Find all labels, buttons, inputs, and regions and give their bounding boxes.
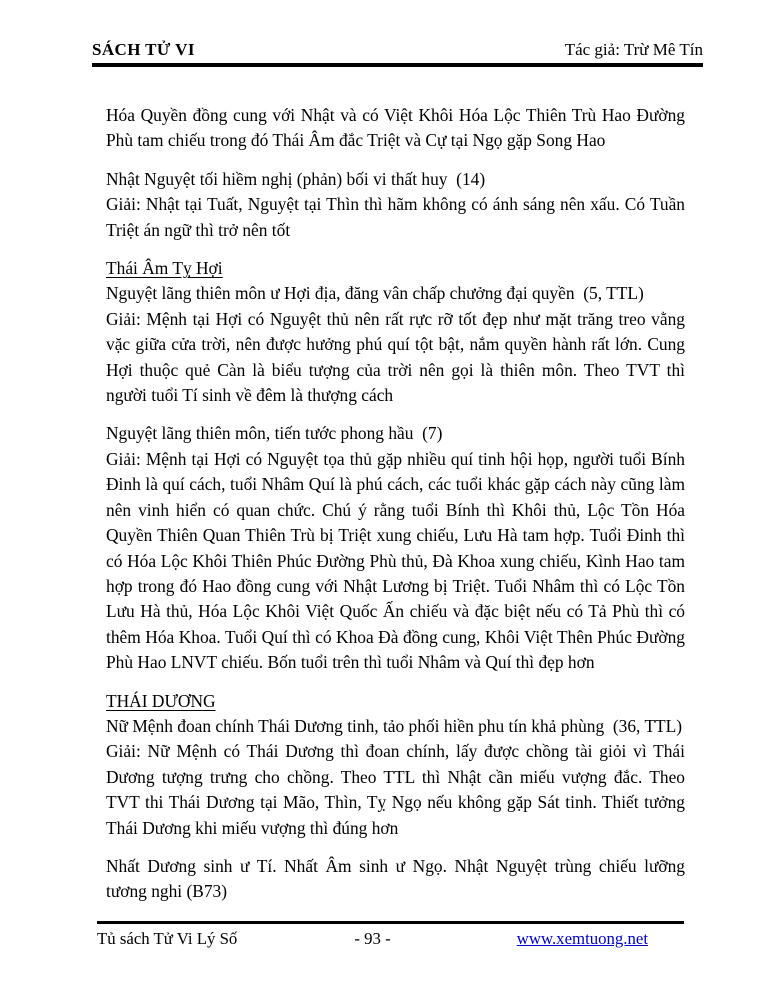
- section-heading: Thái Âm Tỵ Hợi: [106, 258, 223, 279]
- page-number: - 93 -: [354, 929, 391, 948]
- website-link[interactable]: www.xemtuong.net: [516, 929, 648, 948]
- verse-line: Nguyệt lãng thiên môn ư Hợi địa, đăng vân chấp chưởng đại quyền (5, TTL): [106, 283, 644, 304]
- page-header: [92, 40, 703, 67]
- paragraph: Giải: Mệnh tại Hợi có Nguyệt tọa thủ gặp nhiều quí tinh hội họp, người tuổi Bính Đinh là quí cách, tuổi Nhâm Quí là phú cách, các tuổi khác gặp cách này cũng làm nên vinh hiển có quan chức. Chú ý rằng tuổi Bính thì Khôi thủ, Lộc Tồn Hóa Quyền Thiên Quan Thiên Trù bị Triệt xung chiếu, Lưu Hà tam hợp. Tuổi Đinh thì có Hóa Lộc Khôi Thiên Phúc Đường Phù thủ, Đà Khoa xung chiếu, Kình Hao tam hợp trong đó Hao đồng cung với Nhật Lương bị Triệt. Tuổi Nhâm thì có Lộc Tồn Lưu Hà thủ, Hóa Lộc Khôi Việt Quốc Ấn chiếu và đặc biệt nếu có Tả Phù thì có thêm Hóa Khoa. Tuổi Quí thì có Khoa Đà đồng cung, Khôi Việt Thên Phúc Đường Phù Hao LNVT chiếu. Bốn tuổi trên thì tuổi Nhâm và Quí thì đẹp hơn: [106, 448, 685, 673]
- footer-series-title: Tủ sách Tử Vi Lý Số: [97, 929, 238, 948]
- paragraph: Giải: Nữ Mệnh có Thái Dương thì đoan chính, lấy được chồng tài giỏi vì Thái Dương tượng trưng cho chồng. Theo TTL thì Nhật cần miếu vượng đắc. Theo TVT thi Thái Dương tại Mão, Thìn, Tỵ Ngọ nếu không gặp Sát tinh. Thiết tưởng Thái Dương khi miếu vượng thì đúng hơn: [106, 741, 685, 838]
- paragraph: Giải: Mệnh tại Hợi có Nguyệt thủ nên rất rực rỡ tốt đẹp như mặt trăng treo vằng vặc giữa cửa trời, nên được hưởng phú quí tột bật, nắm quyền hành rất lớn. Cung Hợi thuộc quẻ Càn là biểu tượng của trời nên gọi là thiên môn. Theo TVT thì người tuổi Tí sinh về đêm là thượng cách: [106, 308, 685, 406]
- spacer: [106, 676, 685, 689]
- author-credit: Tác giả: Trừ Mê Tín: [564, 40, 703, 59]
- section-heading: THÁI DƯƠNG: [106, 690, 216, 711]
- spacer: [106, 243, 685, 256]
- verse-line: Nữ Mệnh đoan chính Thái Dương tinh, tảo phối hiền phu tín khả phùng (36, TTL): [106, 715, 683, 736]
- verse-line: Nhất Dương sinh ư Tí. Nhất Âm sinh ư Ngọ. Nhật Nguyệt trùng chiếu lưỡng tương nghi (B73): [106, 855, 685, 902]
- page-body: [106, 103, 685, 905]
- paragraph: Giải: Nhật tại Tuất, Nguyệt tại Thìn thì hãm không có ánh sáng nên xấu. Có Tuần Triệt án ngữ thì trở nên tốt: [106, 194, 685, 240]
- verse-line: Nhật Nguyệt tối hiềm nghị (phản) bối vi thất huy (14): [106, 168, 486, 189]
- verse-line: Nguyệt lãng thiên môn, tiến tước phong hầu (7): [106, 423, 443, 444]
- paragraph: Hóa Quyền đồng cung với Nhật và có Việt Khôi Hóa Lộc Thiên Trù Hao Đường Phù tam chiếu trong đó Thái Âm đắc Triệt và Cự tại Ngọ gặp Song Hao: [106, 105, 685, 151]
- spacer: [106, 154, 685, 167]
- spacer: [106, 408, 685, 421]
- book-title: SÁCH TỬ VI: [92, 40, 195, 59]
- footer-link-area: [454, 929, 684, 949]
- spacer: [106, 841, 685, 854]
- page-footer: [97, 921, 684, 949]
